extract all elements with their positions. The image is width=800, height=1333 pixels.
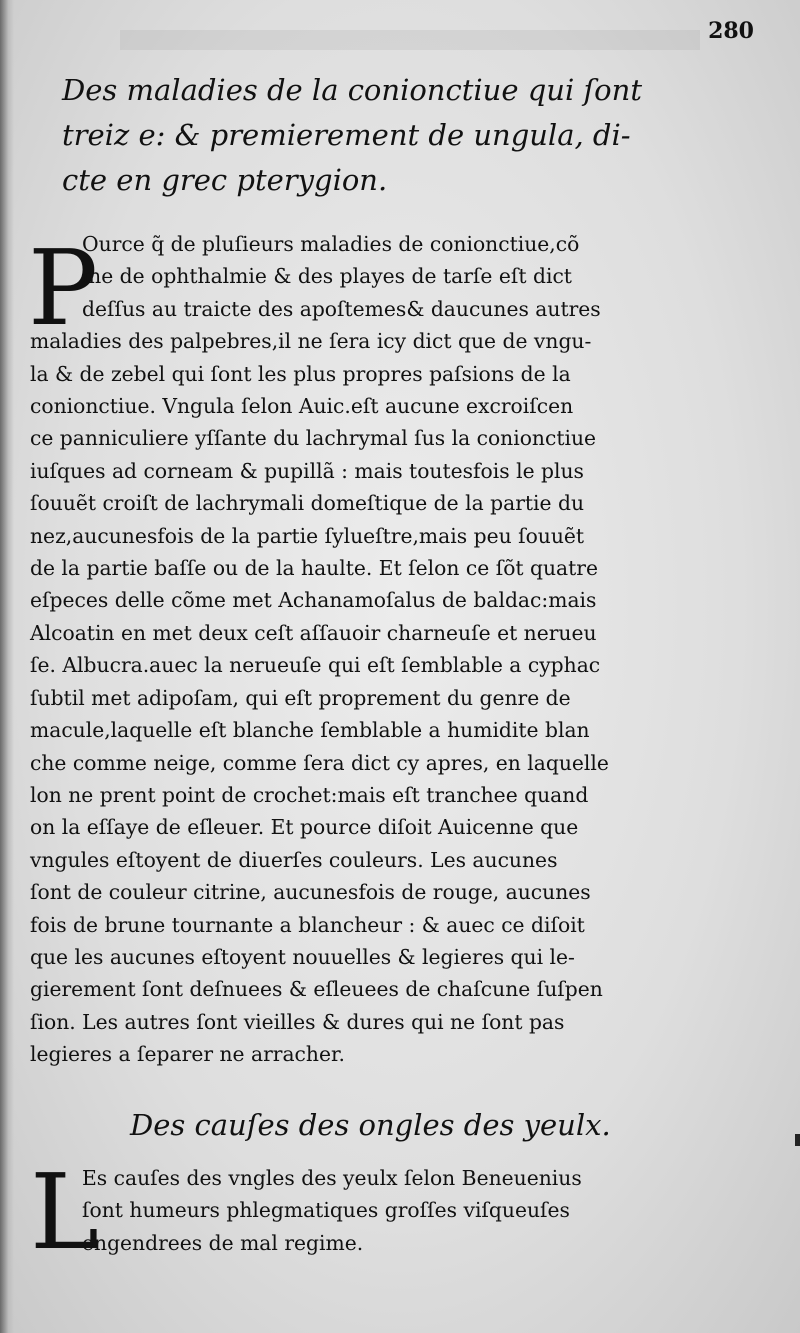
text-line: ſion. Les autres ſont vieilles & dures qui ne ſont pas	[30, 1009, 565, 1034]
text-line: que les aucunes eſtoyent nouuelles & legieres qui le-	[30, 944, 575, 969]
page-number: 280	[708, 18, 754, 44]
text-line: gierement ſont deſnuees & eſleuees de chaſcune ſuſpen	[30, 977, 603, 1002]
text-line: Es cauſes des vngles des yeulx ſelon Beneuenius	[82, 1166, 582, 1190]
text-line: lon ne prent point de crochet:mais eſt tranchee quand	[30, 782, 589, 807]
text-line: eſpeces delle cõme met Achanamoſalus de baldac:mais	[30, 588, 597, 613]
text-line: nez,aucunesfois de la partie ſylueſtre,mais peu ſouuẽt	[30, 523, 585, 548]
text-line: Ource q̃ de pluſieurs maladies de conionctiue,cõ	[82, 232, 580, 256]
drop-cap: L	[30, 1151, 100, 1273]
section-heading: Des cauſes des ongles des yeulx.	[130, 1108, 611, 1142]
show-through-texture	[120, 30, 700, 50]
text-line: macule,laquelle eſt blanche ſemblable a humidite blan	[30, 718, 590, 743]
text-line: conionctiue. Vngula ſelon Auic.eſt aucune excroiſcen	[30, 394, 574, 419]
text-line: Alcoatin en met deux ceſt aſſauoir charneuſe et nerueu	[30, 620, 597, 645]
text-line: ſe. Albucra.auec la nerueuſe qui eſt ſemblable a cyphac	[30, 653, 601, 678]
title-line: Des maladies de la conionctiue qui ſont	[62, 73, 642, 107]
page-edge-shadow	[0, 0, 14, 1333]
title-line: cte en grec pterygion.	[62, 163, 388, 197]
body-text	[30, 1162, 714, 1259]
text-line: deſſus au traicte des apoſtemes& daucunes autres	[82, 296, 601, 321]
drop-cap: P	[28, 227, 98, 349]
title-line: treiz e: & premierement de ungula, di-	[62, 118, 631, 152]
text-line: la & de zebel qui ſont les plus propres paſsions de la	[30, 361, 571, 386]
text-line: che comme neige, comme ſera dict cy apres, en laquelle	[30, 750, 609, 775]
text-line: ce panniculiere yſſante du lachrymal ſus la conionctiue	[30, 426, 597, 451]
text-line: ſont de couleur citrine, aucunesfois de rouge, aucunes	[30, 880, 591, 905]
text-line: legieres a ſeparer ne arracher.	[30, 1042, 345, 1067]
text-line: fois de brune tournante a blancheur : & auec ce diſoit	[30, 912, 585, 937]
text-line: ſont humeurs phlegmatiques groſſes viſqueuſes	[82, 1198, 570, 1223]
text-line: de la partie baſſe ou de la haulte. Et ſelon ce ſõt quatre	[30, 556, 598, 581]
text-line: me de ophthalmie & des playes de tarſe eſt dict	[82, 264, 572, 289]
text-line: vngules eſtoyent de diuerſes couleurs. Les aucunes	[30, 847, 558, 872]
text-line: maladies des palpebres,il ne ſera icy dict que de vngu-	[30, 329, 592, 354]
margin-mark	[795, 1134, 800, 1146]
text-line: iuſques ad corneam & pupillã : mais toutesfois le plus	[30, 458, 584, 483]
text-line: ſouuẽt croiſt de lachrymali domeſtique de la partie du	[30, 491, 585, 516]
text-line: on la eſſaye de eſleuer. Et pource diſoit Auicenne que	[30, 815, 579, 840]
text-line: engendrees de mal regime.	[82, 1230, 364, 1255]
text-line: ſubtil met adipoſam, qui eſt proprement du genre de	[30, 685, 571, 710]
body-text	[30, 228, 714, 1071]
chapter-title	[62, 68, 702, 203]
